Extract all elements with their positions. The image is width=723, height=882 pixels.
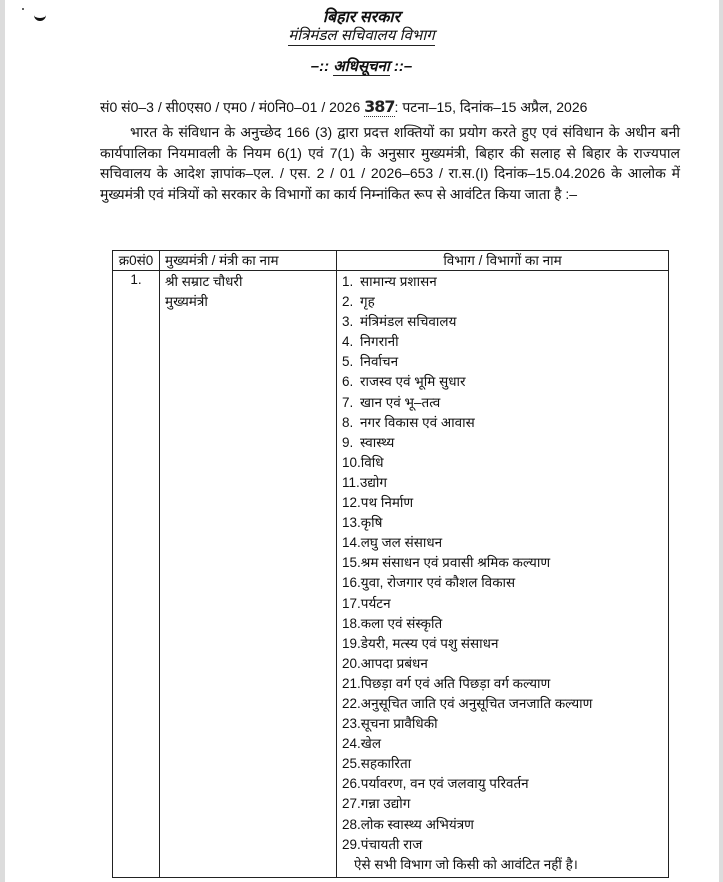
department-number: 1. [342, 274, 354, 289]
department-number: 28. [342, 816, 361, 832]
department-name: पथ निर्माण [360, 495, 414, 511]
department-number: 3. [342, 314, 354, 330]
unallocated-note: ऐसे सभी विभाग जो किसी को आवंटित नहीं है। [354, 856, 578, 872]
department-name: कला एवं संस्कृति [360, 615, 443, 631]
department-name: आपदा प्रबंधन [360, 655, 428, 671]
department-number: 15. [342, 555, 361, 571]
page-edge-right [719, 0, 723, 882]
department-item [342, 533, 663, 553]
department-name: निर्वाचन [360, 354, 399, 370]
department-name: सहकारिता [360, 756, 412, 772]
department-item [342, 352, 663, 372]
header-minister-name: मुख्यमंत्री / मंत्री का नाम [160, 251, 337, 271]
department-item [342, 694, 663, 714]
department-name: खान एवं भू–तत्व [360, 394, 441, 410]
department-item [342, 573, 663, 593]
department-number: 20. [342, 655, 361, 671]
department-number: 23. [342, 716, 361, 732]
department-name: लघु जल संसाधन [360, 535, 443, 551]
department-item [342, 372, 663, 392]
minister-designation: मुख्यमंत्री [165, 294, 208, 309]
government-title: बिहार सरकार [322, 9, 401, 26]
department-item [342, 332, 663, 352]
notice-title: अधिसूचना [333, 58, 390, 75]
department-number: 27. [342, 796, 361, 812]
minister-cell [160, 271, 337, 878]
department-item [342, 674, 663, 694]
department-name: राजस्व एवं भूमि सुधार [360, 374, 466, 390]
department-name: डेयरी, मत्स्य एवं पशु संसाधन [360, 635, 499, 651]
memo-line [100, 97, 680, 117]
department-name: युवा, रोजगार एवं कौशल विकास [360, 575, 516, 591]
department-item [342, 493, 663, 513]
department-item [342, 714, 663, 734]
department-number: 17. [342, 595, 361, 611]
table-row [113, 271, 669, 878]
department-number: 26. [342, 776, 361, 792]
department-item [342, 312, 663, 332]
department-number: 22. [342, 695, 361, 711]
department-number: 8. [342, 414, 354, 430]
department-item [342, 393, 663, 413]
department-number: 5. [342, 354, 354, 370]
departments-cell [337, 271, 669, 878]
department-name: पंचायती राज [360, 836, 423, 852]
department-item [342, 513, 663, 533]
department-item [342, 815, 663, 835]
minister-name: श्री सम्राट चौधरी [165, 274, 243, 289]
department-name: निगरानी [360, 334, 399, 350]
department-item [342, 292, 663, 312]
department-item [342, 614, 663, 634]
department-name: पिछड़ा वर्ग एवं अति पिछड़ा वर्ग कल्याण [360, 675, 551, 691]
department-item [342, 774, 663, 794]
department-name: पर्यावरण, वन एवं जलवायु परिवर्तन [360, 776, 529, 792]
department-name: गन्ना उद्योग [360, 796, 411, 812]
memo-place-date: : पटना–15, दिनांक–15 अप्रैल, 2026 [394, 99, 588, 115]
department-number: 12. [342, 495, 361, 511]
allocation-table [112, 250, 669, 878]
department-title-text: मंत्रिमंडल सचिवालय विभाग [288, 27, 435, 44]
department-name: सूचना प्रावैधिकी [360, 716, 438, 732]
department-item [342, 654, 663, 674]
department-name: उद्योग [360, 474, 387, 490]
department-number: 4. [342, 334, 354, 350]
department-number: 21. [342, 675, 361, 691]
department-name: सामान्य प्रशासन [360, 274, 437, 289]
department-item [342, 473, 663, 493]
order-paragraph: भारत के संविधान के अनुच्छेद 166 (3) द्वारा प्रदत्त शक्तियों का प्रयोग करते हुए एवं संविधान के अधीन बनी कार्यपालिका नियमावली के नियम 6(1) एवं 7(1) के अनुसार मुख्यमंत्री, बिहार की सलाह से बिहार के राज्यपाल सचिवालय के आदेश ज्ञापांक–एल. / एस. 2 / 01 / 2026–653 / रा.स.(I) दिनांक–15.04.2026 के आलोक में मुख्यमंत्री एवं मंत्रियों को सरकार के विभागों का कार्य निम्नांकित रूप से आवंटित किया जाता है :– [100, 124, 680, 202]
department-number: 14. [342, 535, 361, 551]
department-list [342, 272, 663, 855]
department-item [342, 553, 663, 573]
table-header-row [113, 251, 669, 271]
department-item [342, 734, 663, 754]
department-item [342, 272, 663, 292]
header-departments: विभाग / विभागों का नाम [337, 251, 669, 271]
department-number: 6. [342, 374, 354, 390]
header-serial: क्र0सं0 [113, 251, 160, 271]
department-item [342, 634, 663, 654]
department-item [342, 835, 663, 855]
department-name: पर्यटन [360, 595, 391, 611]
department-name: श्रम संसाधन एवं प्रवासी श्रमिक कल्याण [360, 555, 551, 571]
department-name: खेल [360, 736, 381, 752]
page-edge-left [0, 0, 5, 882]
department-item [342, 594, 663, 614]
department-name: मंत्रिमंडल सचिवालय [360, 314, 457, 330]
department-number: 29. [342, 836, 361, 852]
department-item [342, 453, 663, 473]
department-number: 2. [342, 294, 354, 310]
serial-cell: 1. [113, 271, 160, 878]
department-name: विधि [360, 454, 384, 470]
department-item [342, 754, 663, 774]
department-number: 25. [342, 756, 361, 772]
department-number: 9. [342, 434, 354, 450]
department-number: 18. [342, 615, 361, 631]
department-item [342, 413, 663, 433]
department-title [0, 25, 723, 45]
department-number: 24. [342, 736, 361, 752]
department-name: अनुसूचित जाति एवं अनुसूचित जनजाति कल्याण [360, 695, 593, 711]
department-number: 10. [342, 454, 361, 470]
department-number: 19. [342, 635, 361, 651]
department-number: 13. [342, 515, 361, 531]
department-name: गृह [360, 294, 375, 310]
department-item [342, 433, 663, 453]
memo-handwritten-number: 387 [364, 97, 395, 116]
notice-suffix: ::– [389, 58, 413, 75]
department-item [342, 794, 663, 814]
department-name: कृषि [360, 515, 383, 531]
department-number: 7. [342, 394, 354, 410]
department-number: 16. [342, 575, 361, 591]
department-number: 11. [342, 474, 360, 490]
notice-heading [0, 56, 723, 76]
notice-prefix: –:: [310, 58, 334, 75]
department-name: स्वास्थ्य [360, 434, 395, 450]
department-name: लोक स्वास्थ्य अभियंत्रण [360, 816, 474, 832]
memo-reference: सं0 सं0–3 / सी0एस0 / एम0 / मं0नि0–01 / 2026 [100, 99, 361, 115]
department-name: नगर विकास एवं आवास [360, 414, 475, 430]
